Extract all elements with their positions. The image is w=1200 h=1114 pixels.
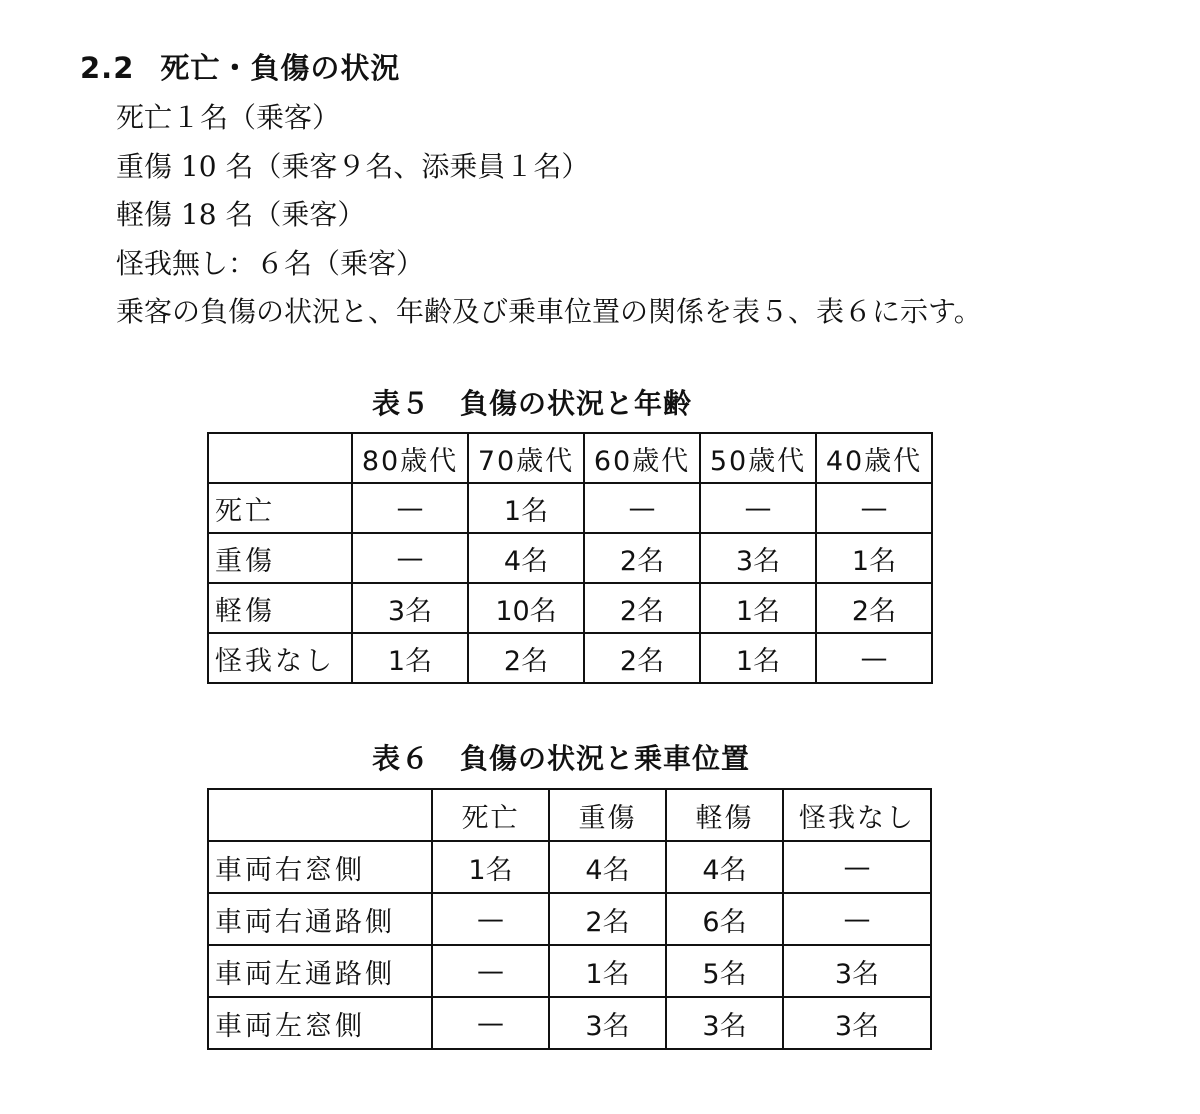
- column-header: 50歳代: [700, 433, 816, 483]
- column-header: 40歳代: [816, 433, 932, 483]
- table-cell: 2名: [584, 533, 700, 583]
- table-cell: 1名: [432, 841, 549, 893]
- table-cell: —: [700, 483, 816, 533]
- row-header: 車両右窓側: [208, 841, 432, 893]
- table-row: [208, 997, 931, 1049]
- body-text: [116, 94, 982, 337]
- table-cell: 1名: [700, 583, 816, 633]
- table-cell: 1名: [700, 633, 816, 683]
- row-header: 車両左窓側: [208, 997, 432, 1049]
- table-cell: —: [432, 893, 549, 945]
- table-cell: 3名: [783, 945, 931, 997]
- table6-injury-by-seat-position: [207, 788, 932, 1050]
- table-cell: 5名: [666, 945, 783, 997]
- table-row: [208, 483, 932, 533]
- table-cell: 3名: [352, 583, 468, 633]
- table-cell: 2名: [468, 633, 584, 683]
- column-header: 死亡: [432, 789, 549, 841]
- line-serious-injury: 重傷 10 名（乗客９名、添乗員１名）: [116, 149, 590, 183]
- section-title: 死亡・負傷の状況: [160, 51, 401, 85]
- table-cell: 3名: [666, 997, 783, 1049]
- table-cell: 3名: [700, 533, 816, 583]
- table-cell: 4名: [468, 533, 584, 583]
- column-header: 80歳代: [352, 433, 468, 483]
- line-fatality: 死亡１名（乗客）: [116, 101, 341, 134]
- section-heading: [80, 46, 400, 87]
- table-cell: —: [816, 633, 932, 683]
- table5-caption-title: 負傷の状況と年齢: [460, 387, 693, 420]
- table-cell: —: [432, 945, 549, 997]
- table-corner-cell: [208, 789, 432, 841]
- table-row: [208, 583, 932, 633]
- line-table-reference: 乗客の負傷の状況と、年齢及び乗車位置の関係を表５、表６に示す。: [116, 295, 982, 328]
- table6-caption: [372, 737, 750, 777]
- table-cell: 1名: [549, 945, 666, 997]
- column-header: 60歳代: [584, 433, 700, 483]
- section-number: 2.2: [80, 51, 135, 85]
- table-cell: —: [783, 893, 931, 945]
- table5-caption-number: 表５: [372, 387, 431, 420]
- column-header: 軽傷: [666, 789, 783, 841]
- line-uninjured: 怪我無し：６名（乗客）: [116, 246, 425, 280]
- table-row: [208, 945, 931, 997]
- table6-caption-number: 表６: [372, 742, 431, 775]
- table-row: [208, 893, 931, 945]
- row-header: 車両右通路側: [208, 893, 432, 945]
- table-cell: 4名: [666, 841, 783, 893]
- table-cell: —: [352, 533, 468, 583]
- table-cell: —: [432, 997, 549, 1049]
- table-cell: 10名: [468, 583, 584, 633]
- table-cell: 2名: [816, 583, 932, 633]
- row-header: 車両左通路側: [208, 945, 432, 997]
- row-header: 軽傷: [208, 583, 352, 633]
- table6-caption-title: 負傷の状況と乗車位置: [460, 742, 751, 775]
- table-cell: —: [816, 483, 932, 533]
- table-header-row: [208, 789, 931, 841]
- table-cell: —: [352, 483, 468, 533]
- column-header: 重傷: [549, 789, 666, 841]
- table-corner-cell: [208, 433, 352, 483]
- row-header: 怪我なし: [208, 633, 352, 683]
- table-cell: 3名: [783, 997, 931, 1049]
- table-cell: 3名: [549, 997, 666, 1049]
- table5-caption: [372, 382, 692, 422]
- table-row: [208, 633, 932, 683]
- table5-injury-by-age: [207, 432, 933, 684]
- table-cell: —: [783, 841, 931, 893]
- table-cell: —: [584, 483, 700, 533]
- table-row: [208, 533, 932, 583]
- column-header: 怪我なし: [783, 789, 931, 841]
- table-header-row: [208, 433, 932, 483]
- table-cell: 1名: [352, 633, 468, 683]
- table-cell: 2名: [584, 633, 700, 683]
- table-row: [208, 841, 931, 893]
- row-header: 死亡: [208, 483, 352, 533]
- line-minor-injury: 軽傷 18 名（乗客）: [116, 198, 366, 231]
- table-cell: 2名: [584, 583, 700, 633]
- table-cell: 4名: [549, 841, 666, 893]
- table-cell: 1名: [816, 533, 932, 583]
- row-header: 重傷: [208, 533, 352, 583]
- column-header: 70歳代: [468, 433, 584, 483]
- table-cell: 6名: [666, 893, 783, 945]
- table-cell: 2名: [549, 893, 666, 945]
- table-cell: 1名: [468, 483, 584, 533]
